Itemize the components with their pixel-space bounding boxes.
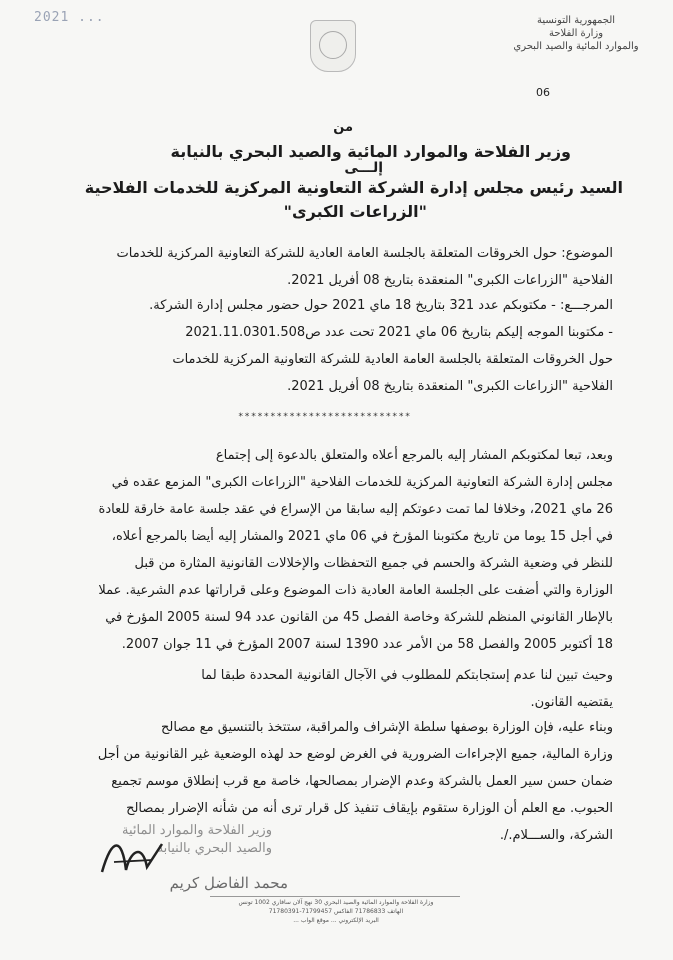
body-line: 26 ماي 2021، وخلافا لما تمت دعوتكم إليه سابقا من الإسراع في عقد جلسة عامة خارقة للعادة bbox=[98, 502, 613, 517]
date-stamp: 2021 ... bbox=[34, 10, 105, 25]
letterhead-line: وزارة الفلاحة bbox=[548, 28, 604, 39]
body-line: بالإطار القانوني المنظم للشركة وخاصة الفصل 45 من القانون عدد 94 لسنة 2005 المؤرخ في bbox=[105, 610, 613, 625]
signature-title: والصيد البحري بالنيابة bbox=[156, 841, 272, 856]
body-line: الحبوب. مع العلم أن الوزارة ستقوم بإيقاف تنفيذ كل قرار ترى أنه من شأنه الإضرار بمصالح bbox=[126, 801, 613, 816]
letterhead bbox=[501, 14, 651, 53]
body-line: للنظر في وضعية الشركة والحسم في جميع التحفظات والإخلالات القانونية المثارة من قبل bbox=[134, 556, 613, 571]
reference-line: - مكتوبنا الموجه إليكم بتاريخ 06 ماي 2021 تحت عدد ص2021.11.0301.508 bbox=[185, 325, 613, 340]
body-line: وحيث تبين لنا عدم إستجابتكم للمطلوب في الآجال القانونية المحددة طبقا لما bbox=[201, 668, 613, 683]
letterhead-line: الجمهورية التونسية bbox=[536, 15, 616, 26]
body-line: في أجل 15 يوما من تاريخ مكتوبنا المؤرخ في 06 ماي 2021 والمشار إليه أيضا بالمرجع أعلاه، bbox=[111, 529, 613, 544]
recipient-line-2: "الزراعات الكبرى" bbox=[283, 202, 427, 221]
reference-line: حول الخروقات المتعلقة بالجلسة العامة العادية للشركة التعاونية المركزية للخدمات bbox=[172, 352, 613, 367]
signature-title: وزير الفلاحة والموارد المائية bbox=[122, 823, 272, 838]
reference-line: الفلاحية "الزراعات الكبرى" المنعقدة بتاريخ 08 أفريل 2021. bbox=[287, 379, 613, 394]
footer bbox=[226, 898, 446, 925]
footer-line: وزارة الفلاحة والموارد المائية والصيد البحري 30 نهج آلان سافاري 1002 تونس bbox=[238, 899, 434, 906]
body-line: يقتضيه القانون. bbox=[530, 695, 613, 710]
footer-divider bbox=[210, 896, 460, 897]
recipient-line: السيد رئيس مجلس إدارة الشركة التعاونية المركزية للخدمات الفلاحية bbox=[84, 178, 623, 197]
footer-line: البريد الإلكتروني ... موقع الواب ... bbox=[293, 917, 379, 924]
subject-line: الفلاحية "الزراعات الكبرى" المنعقدة بتاريخ 08 أفريل 2021. bbox=[287, 273, 613, 288]
from-label: من bbox=[333, 120, 353, 135]
separator: *************************** bbox=[238, 412, 412, 422]
body-line: وبناء عليه، فإن الوزارة بوصفها سلطة الإشراف والمراقبة، ستتخذ بالتنسيق مع مصالح bbox=[161, 720, 613, 735]
reference-number: 06 bbox=[536, 86, 550, 99]
body-paragraph-2 bbox=[38, 662, 613, 716]
to-label: إلـــى bbox=[344, 160, 383, 176]
signatory-name: محمد الفاضل كريم bbox=[169, 874, 288, 892]
body-line: مجلس إدارة الشركة التعاونية المركزية للخدمات الفلاحية "الزراعات الكبرى" المزمع عقده في bbox=[111, 475, 613, 490]
subject-line: الموضوع: حول الخروقات المتعلقة بالجلسة العامة العادية للشركة التعاونية المركزية للخدمات bbox=[116, 246, 613, 261]
body-line: الوزارة والتي أضفت على الجلسة العامة العادية ذات الموضوع وعلى قراراتها عدم الشرعية. عملا bbox=[98, 583, 613, 598]
minister-title: وزير الفلاحة والموارد المائية والصيد البحري بالنيابة bbox=[170, 142, 571, 161]
body-line: ضمان حسن سير العمل بالشركة وعدم الإضرار بمصالحها، خاصة مع قرب إنطلاق موسم تجميع bbox=[111, 774, 613, 789]
body-line: وبعد، تبعا لمكتوبكم المشار إليه بالمرجع أعلاه والمتعلق بالدعوة إلى إجتماع bbox=[215, 448, 613, 463]
body-line: 18 أكتوبر 2005 والفصل 58 من الأمر عدد 1390 لسنة 2007 المؤرخ في 11 جوان 2007. bbox=[121, 637, 613, 652]
letterhead-line: والموارد المائية والصيد البحري bbox=[513, 41, 639, 52]
body-line: وزارة المالية، جميع الإجراءات الضرورية في الغرض لوضع حد لهذه الوضعية غير القانونية من أجل bbox=[97, 747, 613, 762]
reference-line: المرجـــع: - مكتوبكم عدد 321 بتاريخ 18 ماي 2021 حول حضور مجلس إدارة الشركة. bbox=[149, 298, 613, 313]
body-line: الشركة، والســـلام./. bbox=[499, 828, 613, 843]
subject-paragraph bbox=[53, 240, 613, 294]
footer-line: الهاتف 71786833 الفاكس 71799457-71780391 bbox=[268, 908, 404, 915]
body-paragraph-1 bbox=[38, 442, 613, 658]
emblem-circle bbox=[319, 31, 347, 59]
reference-paragraph bbox=[53, 292, 613, 400]
tunisia-coat-of-arms-icon bbox=[310, 20, 356, 72]
